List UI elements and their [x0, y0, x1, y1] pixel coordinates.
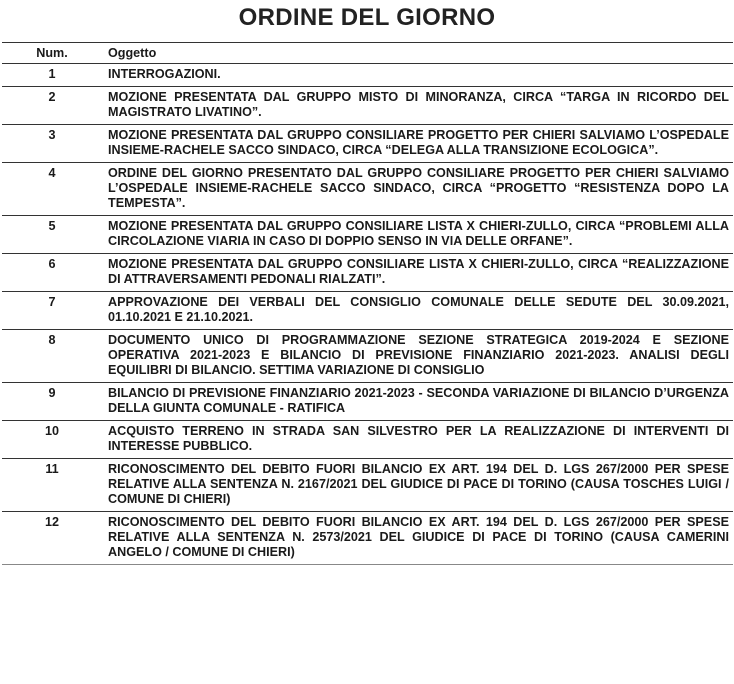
agenda-item-number: 7 [2, 292, 102, 330]
agenda-item-text: MOZIONE PRESENTATA DAL GRUPPO CONSILIARE LISTA X CHIERI-ZULLO, CIRCA “REALIZZAZIONE DI ATTRAVERSAMENTI PEDONALI RIALZATI”. [102, 254, 733, 292]
column-header-num: Num. [36, 46, 68, 60]
agenda-header-row [2, 43, 733, 64]
agenda-item-text: MOZIONE PRESENTATA DAL GRUPPO MISTO DI MINORANZA, CIRCA “TARGA IN RICORDO DEL MAGISTRATO LIVATINO”. [102, 87, 733, 125]
agenda-table [2, 42, 733, 565]
document-title: ORDINE DEL GIORNO [238, 4, 496, 31]
agenda-row [2, 383, 733, 421]
agenda-row [2, 292, 733, 330]
agenda-item-text: INTERROGAZIONI. [102, 64, 733, 87]
agenda-item-number: 10 [2, 421, 102, 459]
agenda-item-text: BILANCIO DI PREVISIONE FINANZIARIO 2021-2023 - SECONDA VARIAZIONE DI BILANCIO D’URGENZA DELLA GIUNTA COMUNALE - RATIFICA [102, 383, 733, 421]
agenda-item-text: ACQUISTO TERRENO IN STRADA SAN SILVESTRO PER LA REALIZZAZIONE DI INTERVENTI DI INTERESSE PUBBLICO. [102, 421, 733, 459]
agenda-item-number: 1 [2, 64, 102, 87]
agenda-item-number: 12 [2, 512, 102, 565]
agenda-item-text: ORDINE DEL GIORNO PRESENTATO DAL GRUPPO CONSILIARE PROGETTO PER CHIERI SALVIAMO L’OSPEDALE INSIEME-RACHELE SACCO SINDACO, CIRCA “PROGETTO “RESISTENZA DOPO LA TEMPESTA”. [102, 163, 733, 216]
agenda-item-number: 3 [2, 125, 102, 163]
agenda-item-number: 5 [2, 216, 102, 254]
agenda-item-number: 9 [2, 383, 102, 421]
agenda-item-number: 2 [2, 87, 102, 125]
agenda-item-number: 8 [2, 330, 102, 383]
agenda-item-text: APPROVAZIONE DEI VERBALI DEL CONSIGLIO COMUNALE DELLE SEDUTE DEL 30.09.2021, 01.10.2021 E 21.10.2021. [102, 292, 733, 330]
agenda-item-text: RICONOSCIMENTO DEL DEBITO FUORI BILANCIO EX ART. 194 DEL D. LGS 267/2000 PER SPESE RELATIVE ALLA SENTENZA N. 2167/2021 DEL GIUDICE DI PACE DI TORINO (CAUSA TOSCHES LUIGI / COMUNE DI CHIERI) [102, 459, 733, 512]
agenda-row [2, 459, 733, 512]
agenda-row [2, 421, 733, 459]
agenda-item-number: 6 [2, 254, 102, 292]
agenda-item-text: MOZIONE PRESENTATA DAL GRUPPO CONSILIARE LISTA X CHIERI-ZULLO, CIRCA “PROBLEMI ALLA CIRCOLAZIONE VIARIA IN CASO DI DOPPIO SENSO IN VIA DELLE ORFANE”. [102, 216, 733, 254]
agenda-row [2, 125, 733, 163]
agenda-item-text: RICONOSCIMENTO DEL DEBITO FUORI BILANCIO EX ART. 194 DEL D. LGS 267/2000 PER SPESE RELATIVE ALLA SENTENZA N. 2573/2021 DEL GIUDICE DI PACE DI TORINO (CAUSA CAMERINI ANGELO / COMUNE DI CHIERI) [102, 512, 733, 565]
agenda-row [2, 163, 733, 216]
column-header-oggetto: Oggetto [108, 46, 157, 60]
agenda-item-number: 11 [2, 459, 102, 512]
agenda-row [2, 64, 733, 87]
agenda-row [2, 87, 733, 125]
agenda-row [2, 216, 733, 254]
agenda-row [2, 330, 733, 383]
agenda-row [2, 254, 733, 292]
agenda-item-text: MOZIONE PRESENTATA DAL GRUPPO CONSILIARE PROGETTO PER CHIERI SALVIAMO L’OSPEDALE INSIEME-RACHELE SACCO SINDACO, CIRCA “DELEGA ALLA TRANSIZIONE ECOLOGICA”. [102, 125, 733, 163]
agenda-item-number: 4 [2, 163, 102, 216]
agenda-body [2, 64, 733, 565]
agenda-item-text: DOCUMENTO UNICO DI PROGRAMMAZIONE SEZIONE STRATEGICA 2019-2024 E SEZIONE OPERATIVA 2021-2023 E BILANCIO DI PREVISIONE FINANZIARIO 2021-2023. ANALISI DEGLI EQUILIBRI DI BILANCIO. SETTIMA VARIAZIONE DI CONSIGLIO [102, 330, 733, 383]
agenda-row [2, 512, 733, 565]
